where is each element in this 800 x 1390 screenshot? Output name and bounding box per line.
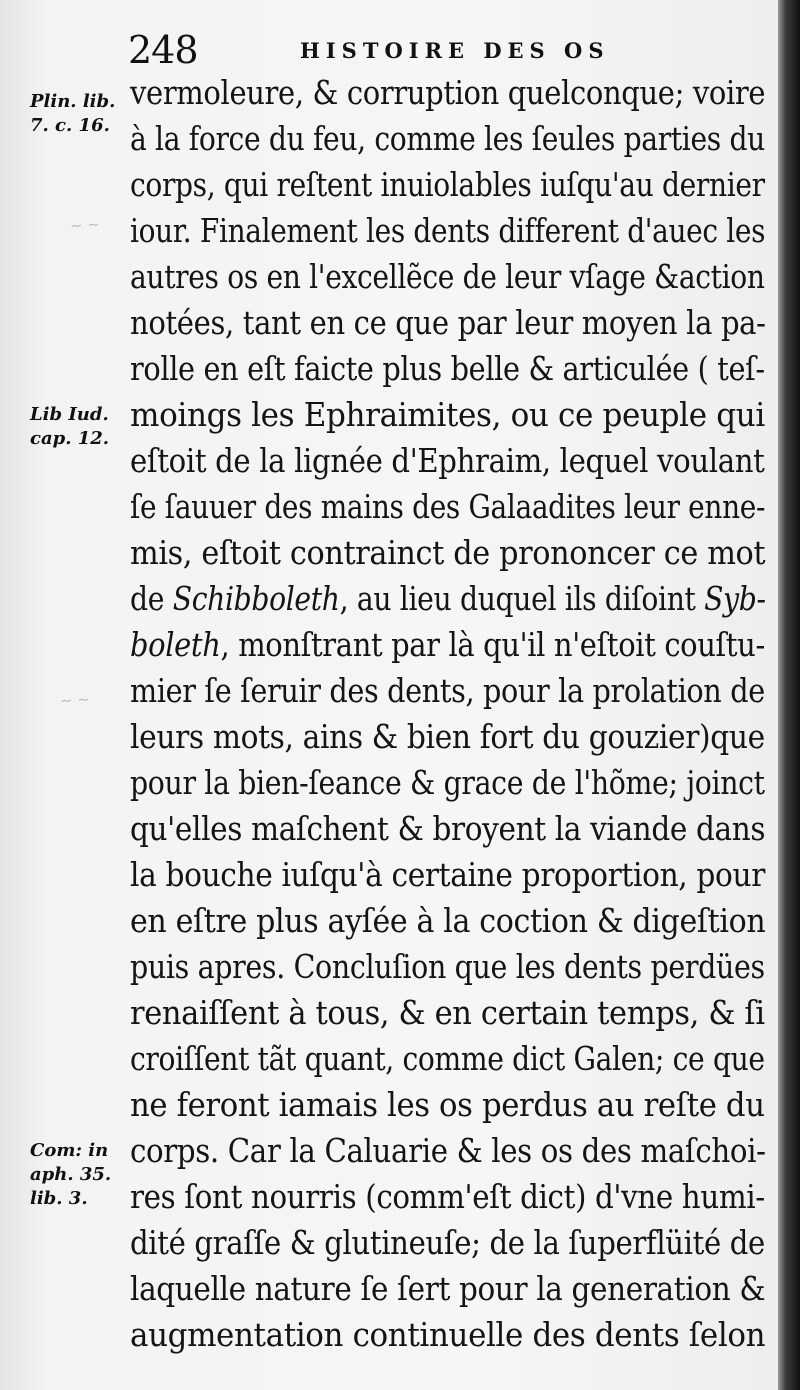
- margin-note-judges: [30, 403, 109, 451]
- text-line: moings les Ephraimites, ou ce peuple qui: [130, 395, 765, 434]
- text-line: ſe ſauuer des mains des Galaadites leur enne-: [130, 487, 766, 526]
- text-line: dité graſſe & glutineuſe; de la ſuperflüité de: [130, 1223, 765, 1262]
- italic-word: boleth: [130, 625, 221, 664]
- text-line: croiſſent tãt quant, comme dict Galen; ce que: [130, 1039, 765, 1078]
- bleed-through-mark: ~ ~: [69, 214, 101, 236]
- margin-note-line: aph. 35.: [30, 1163, 112, 1185]
- text-line: qu'elles maſchent & broyent la viande dans: [130, 809, 766, 848]
- margin-note-pliny: [30, 90, 115, 138]
- text-line: puis apres. Concluſion que les dents perdües: [130, 947, 765, 986]
- text-line: notées, tant en ce que par leur moyen la pa-: [130, 303, 766, 342]
- text-line: renaiſſent à tous, & en certain temps, & ſi: [130, 993, 765, 1032]
- text-line: res ſont nourris (comm'eſt dict) d'vne humi-: [130, 1177, 765, 1216]
- page-number: 248: [128, 28, 198, 72]
- text-line: à la force du feu, comme les ſeules parties du: [130, 119, 765, 158]
- text-line: iour. Finalement les dents different d'auec les: [130, 211, 766, 250]
- text-line: pour la bien-ſeance & grace de l'hõme; joinct: [130, 763, 765, 802]
- margin-note-line: cap. 12.: [30, 427, 110, 449]
- text-line: augmentation continuelle des dents ſelon: [130, 1315, 766, 1354]
- running-head: HISTOIRE DES OS: [300, 38, 610, 63]
- bleed-through-mark: ~ ~: [59, 689, 91, 711]
- margin-note-line: 7. c. 16.: [30, 115, 110, 136]
- text-line: autres os en l'excellẽce de leur vſage &action: [130, 257, 765, 296]
- margin-note-commentary: [30, 1139, 111, 1211]
- italic-word: Syb-: [704, 579, 766, 618]
- text-line: vermoleure, & corruption quelconque; voire: [130, 73, 766, 112]
- text-line: mier ſe ſeruir des dents, pour la prolation de: [130, 671, 765, 710]
- text-line: en eſtre plus ayſée à la coction & digeſtion: [130, 901, 766, 940]
- text-line: rolle en eſt faicte plus belle & articulée ( teſ-: [130, 349, 765, 388]
- text-line: mis, eſtoit contrainct de prononcer ce mot: [130, 533, 766, 572]
- text-line: de Schibboleth, au lieu duquel ils diſoint Syb-: [130, 579, 766, 618]
- page-edge-shadow: [778, 0, 800, 1390]
- margin-note-line: Com: in: [30, 1139, 109, 1161]
- text-line: eſtoit de la lignée d'Ephraim, lequel voulant: [130, 441, 765, 480]
- text-line: la bouche iuſqu'à certaine proportion, pour: [130, 855, 766, 894]
- text-line: leurs mots, ains & bien fort du gouzier)que: [130, 717, 765, 756]
- text-line: laquelle nature ſe ſert pour la generation &: [130, 1269, 766, 1308]
- text-line: corps. Car la Caluarie & les os des maſchoi-: [130, 1131, 766, 1170]
- text-line: ne feront iamais les os perdus au reſte du: [130, 1085, 765, 1124]
- text-line: corps, qui reſtent inuiolables iuſqu'au dernier: [130, 165, 765, 204]
- margin-note-line: Plin. lib.: [30, 91, 116, 112]
- margin-note-line: Lib Iud.: [30, 403, 109, 425]
- italic-word: Schibboleth: [172, 579, 340, 618]
- text-line: boleth, monſtrant par là qu'il n'eſtoit couſtu-: [130, 625, 765, 664]
- margin-note-line: lib. 3.: [30, 1187, 88, 1209]
